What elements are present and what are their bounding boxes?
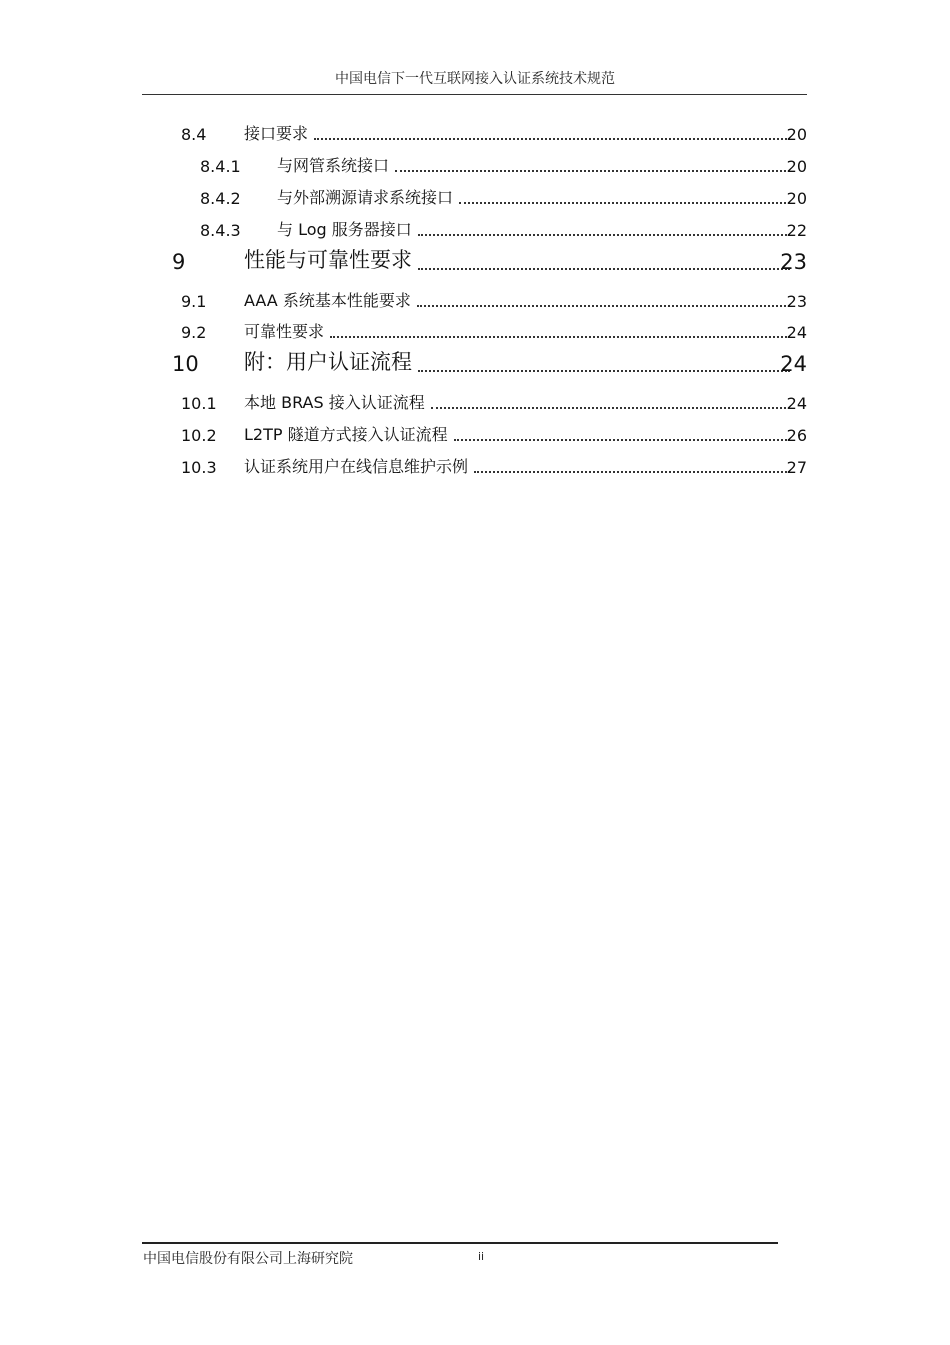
toc-entry-number: 10 xyxy=(172,352,199,376)
toc-entry[interactable] xyxy=(0,350,950,376)
toc-entry-number: 8.4 xyxy=(181,125,207,144)
toc-dot-leader xyxy=(314,138,790,140)
toc-entry-page: 20 xyxy=(786,189,807,208)
toc-entry-title: 性能与可靠性要求 xyxy=(244,244,418,274)
toc-entry[interactable] xyxy=(0,150,950,176)
toc-entry-number: 9.2 xyxy=(181,323,207,342)
toc-entry-page: 24 xyxy=(780,352,807,376)
toc-entry-title: 与网管系统接口 xyxy=(277,153,395,176)
toc-dot-leader xyxy=(395,170,790,172)
toc-entry-number: 10.1 xyxy=(181,394,217,413)
page-header-title: 中国电信下一代互联网接入认证系统技术规范 xyxy=(335,71,615,87)
toc-entry[interactable] xyxy=(0,248,950,274)
toc-dot-leader xyxy=(474,471,790,473)
toc-dot-leader xyxy=(418,268,790,270)
toc-entry-title: 本地 BRAS 接入认证流程 xyxy=(244,390,431,413)
toc-entry-page: 20 xyxy=(786,157,807,176)
toc-dot-leader xyxy=(418,370,790,372)
toc-entry-title: AAA 系统基本性能要求 xyxy=(244,288,417,311)
toc-dot-leader xyxy=(454,439,790,441)
toc-entry-title: 可靠性要求 xyxy=(244,319,330,342)
toc-entry-page: 26 xyxy=(786,426,807,445)
toc-entry-page: 20 xyxy=(786,125,807,144)
toc-entry-title: L2TP 隧道方式接入认证流程 xyxy=(244,422,454,445)
toc-dot-leader xyxy=(330,336,790,338)
toc-dot-leader xyxy=(459,202,790,204)
toc-entry-number: 8.4.1 xyxy=(200,157,241,176)
footer-divider xyxy=(142,1242,778,1244)
toc-entry-page: 23 xyxy=(786,292,807,311)
toc-entry[interactable] xyxy=(0,285,950,311)
toc-entry-title: 接口要求 xyxy=(244,121,314,144)
toc-entry-title: 附：用户认证流程 xyxy=(244,346,418,376)
toc-entry-number: 10.3 xyxy=(181,458,217,477)
toc-entry-title: 与外部溯源请求系统接口 xyxy=(277,185,459,208)
toc-entry-number: 10.2 xyxy=(181,426,217,445)
toc-dot-leader xyxy=(418,234,790,236)
toc-entry[interactable] xyxy=(0,118,950,144)
footer-organization: 中国电信股份有限公司上海研究院 xyxy=(143,1251,353,1267)
toc-entry-page: 27 xyxy=(786,458,807,477)
footer-page-number: ii xyxy=(478,1250,485,1263)
toc-dot-leader xyxy=(417,305,790,307)
toc-entry-page: 24 xyxy=(786,394,807,413)
toc-entry-page: 23 xyxy=(780,250,807,274)
toc-entry[interactable] xyxy=(0,387,950,413)
toc-entry-page: 24 xyxy=(786,323,807,342)
toc-dot-leader xyxy=(431,407,790,409)
toc-entry[interactable] xyxy=(0,419,950,445)
toc-entry[interactable] xyxy=(0,451,950,477)
toc-entry-number: 9 xyxy=(172,250,186,274)
header-divider xyxy=(142,94,807,95)
toc-entry-number: 8.4.2 xyxy=(200,189,241,208)
toc-entry-page: 22 xyxy=(786,221,807,240)
toc-entry[interactable] xyxy=(0,316,950,342)
toc-entry[interactable] xyxy=(0,182,950,208)
toc-entry-title: 与 Log 服务器接口 xyxy=(277,217,418,240)
toc-entry-number: 9.1 xyxy=(181,292,207,311)
toc-entry[interactable] xyxy=(0,214,950,240)
toc-entry-number: 8.4.3 xyxy=(200,221,241,240)
toc-entry-title: 认证系统用户在线信息维护示例 xyxy=(244,454,474,477)
